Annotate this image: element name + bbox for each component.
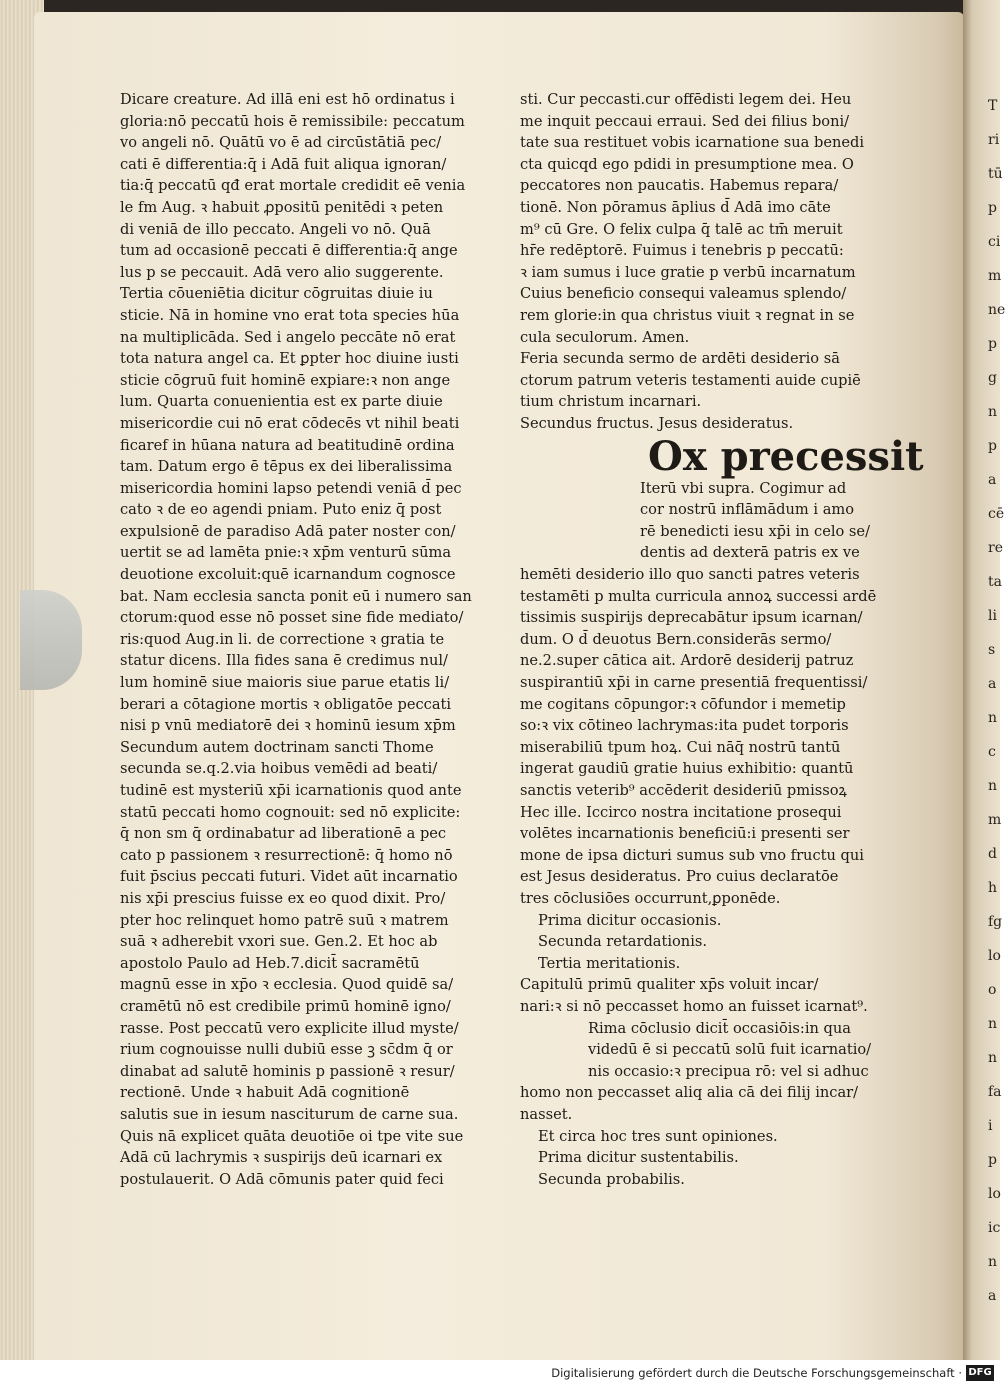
- text-line: pter hoc relinquet homo patrē suū ꝛ matrem: [120, 911, 449, 929]
- facing-page-fragment: d: [988, 846, 997, 862]
- text-line: misericordie cui nō erat cōdecēs vt nihil beati: [120, 414, 460, 432]
- text-line: ꝛ iam sumus i luce gratie p verbū incarnatum: [520, 263, 856, 281]
- text-line: Et circa hoc tres sunt opiniones.: [538, 1127, 778, 1145]
- text-line: Iterū vbi supra. Cogimur ad: [640, 479, 847, 497]
- text-line: nasset.: [520, 1105, 573, 1123]
- text-line: Rima cōclusio dicit̄ occasiōis:in qua: [588, 1019, 851, 1037]
- facing-page-fragment: fa: [988, 1084, 1002, 1100]
- text-line: dentis ad dexterā patris ex ve: [640, 544, 860, 562]
- text-line: magnū esse in xp̄o ꝛ ecclesia. Quod quidē sa/: [120, 976, 454, 994]
- facing-page-fragment: n: [988, 1050, 998, 1066]
- text-line: mone de ipsa dicturi sumus sub vno fructu qui: [520, 846, 864, 864]
- facing-page-fragment: c: [988, 744, 996, 760]
- text-line: tam. Datum ergo ē tēpus ex dei liberalissima: [120, 458, 453, 476]
- text-line: m⁹ cū Gre. O felix culpa q̄ talē ac tm̄ meruit: [520, 220, 843, 238]
- text-line: Cuius beneficio consequi valeamus splendo/: [520, 285, 847, 303]
- text-line: postulauerit. O Adā cōmunis pater quid feci: [120, 1170, 444, 1188]
- text-line: lum. Quarta conuenientia est ex parte diuie: [120, 393, 443, 411]
- text-line: ingerat gaudiū gratie huius exhibitio: quantū: [520, 760, 854, 778]
- facing-page-fragment: n: [988, 1016, 998, 1032]
- text-line: cato ꝛ de eo agendi pniam. Puto eniz q̄ post: [120, 501, 442, 519]
- text-line: videdū ē si peccatū solū fuit icarnatio/: [588, 1041, 872, 1059]
- text-line: salutis sue in iesum nasciturum de carne sua.: [120, 1105, 459, 1123]
- text-line: est Jesus desideratus. Pro cuius declaratōe: [520, 868, 839, 886]
- text-line: ne.2.super cātica ait. Ardorē desiderij patruz: [520, 652, 854, 670]
- text-line: rectionē. Unde ꝛ habuit Adā cognitionē: [120, 1084, 410, 1102]
- text-line: tudinē est mysteriū xp̄i icarnationis quod ante: [120, 782, 462, 799]
- text-line: nis xp̄i prescius fuisse ex eo quod dixit. Pro/: [120, 889, 446, 907]
- text-line: lum hominē siue maioris siue parue etatis li/: [120, 674, 450, 692]
- text-line: homo non peccasset aliq alia cā dei filij incar/: [520, 1084, 859, 1102]
- facing-page-fragment: T: [988, 98, 998, 114]
- text-line: hr̄e redēptorē. Fuimus i tenebris p peccatū:: [520, 242, 844, 260]
- text-line: Tertia cōueniētia dicitur cōgruitas diuie iu: [120, 285, 433, 303]
- text-line: uertit se ad lamēta pnie:ꝛ xp̄m venturū sūma: [120, 544, 452, 562]
- facing-page-fragment: ri: [988, 132, 1000, 148]
- text-line: so:ꝛ vix cōtineo lachrymas:ita pudet torporis: [520, 717, 849, 735]
- text-line: Adā cū lachrymis ꝛ suspirijs deū icarnari ex: [120, 1149, 443, 1167]
- facing-page-fragment: fg: [988, 914, 1003, 930]
- text-line: sticie cōgruū fuit hominē expiare:ꝛ non ange: [120, 371, 451, 389]
- text-line: Feria secunda sermo de ardēti desiderio sā: [520, 350, 840, 368]
- text-line: apostolo Paulo ad Heb.7.dicit̄ sacramētū: [120, 954, 420, 972]
- facing-page-fragment: lo: [988, 1186, 1001, 1202]
- text-line: volētes incarnationis beneficiū:i presenti ser: [520, 825, 850, 843]
- text-line: statur dicens. Illa fides sana ē credimus nul/: [120, 652, 448, 670]
- text-line: sti. Cur peccasti.cur offēdisti legem dei. Heu: [520, 91, 852, 108]
- text-line: peccatores non paucatis. Habemus repara/: [520, 177, 839, 195]
- facing-page-fragment: n: [988, 1254, 998, 1270]
- dfg-logo: DFG: [966, 1365, 994, 1381]
- section-initial-heading: Ox precessit: [648, 432, 924, 480]
- text-line: rē benedicti iesu xp̄i in celo se/: [640, 522, 870, 540]
- text-line: cramētū nō est credibile primū hominē igno/: [120, 997, 451, 1015]
- text-line: rium cognouisse nulli dubiū esse ꝫ sc̄dm q̄ or: [120, 1041, 453, 1059]
- facing-page-fragment: lo: [988, 948, 1001, 964]
- text-line: sticie. Nā in homine vno erat tota species hūa: [120, 306, 460, 324]
- text-line: rem glorie:in qua christus viuit ꝛ regnat in se: [520, 306, 855, 324]
- text-line: tissimis suspirijs deprecabātur ipsum icarnan/: [520, 609, 863, 627]
- facing-page-fragment: re: [988, 540, 1003, 556]
- text-line: cta quicqd ego pdidi in presumptione mea. O: [520, 155, 854, 173]
- facing-page-fragment: m: [988, 812, 1002, 828]
- facing-page-fragment: i: [988, 1118, 993, 1134]
- text-line: Secundum autem doctrinam sancti Thome: [120, 738, 434, 756]
- text-line: me cogitans cōpungor:ꝛ cōfundor i memetip: [520, 695, 846, 713]
- text-line: cula seculorum. Amen.: [520, 328, 690, 346]
- text-line: le fm Aug. ꝛ habuit ꝓpositū penitēdi ꝛ peten: [120, 198, 444, 216]
- facing-page-fragment: ne: [988, 302, 1005, 318]
- facing-page-fragment: p: [988, 438, 997, 454]
- facing-page-fragment: a: [988, 472, 997, 488]
- facing-page-fragment: p: [988, 336, 997, 352]
- text-line: cato p passionem ꝛ resurrectionē: q̄ homo nō: [120, 846, 453, 864]
- text-line: tres cōclusiōes occurrunt,ꝑponēde.: [520, 889, 781, 907]
- text-line: cati ē differentia:q̄ i Adā fuit aliqua ignoran/: [120, 155, 447, 173]
- text-line: na multiplicāda. Sed i angelo peccāte nō erat: [120, 328, 456, 346]
- text-line: nari:ꝛ si nō peccasset homo an fuisset icarnat⁹.: [520, 997, 868, 1015]
- text-line: nis occasio:ꝛ precipua rō: vel si adhuc: [588, 1062, 869, 1080]
- text-line: Secunda retardationis.: [538, 933, 707, 951]
- text-line: sanctis veterib⁹ accēderit desideriū pmissoꝝ: [520, 782, 847, 799]
- text-line: Hec ille. Iccirco nostra incitatione prosequi: [520, 803, 842, 821]
- text-line: ficaref in hūana natura ad beatitudinē ordina: [120, 436, 455, 454]
- text-line: gloria:nō peccatū hois ē remissibile: peccatum: [120, 112, 465, 130]
- facing-page-fragment: p: [988, 200, 997, 216]
- text-line: secunda se.q.2.via hoibus vemēdi ad beati/: [120, 760, 438, 778]
- text-line: ctorum patrum veteris testamenti auide cupiē: [520, 371, 861, 389]
- text-line: q̄ non sm q̄ ordinabatur ad liberationē a pec: [120, 825, 447, 843]
- facing-page-fragment: ta: [988, 574, 1002, 590]
- text-line: nisi p vnū mediatorē dei ꝛ hominū iesum xp̄m: [120, 717, 456, 735]
- text-line: Secundus fructus. Jesus desideratus.: [520, 414, 794, 432]
- facing-page-fragment: p: [988, 1152, 997, 1168]
- text-line: tate sua restituet vobis icarnatione sua benedi: [520, 134, 865, 152]
- text-line: dum. O d̄ deuotus Bern.considerās sermo/: [520, 630, 832, 648]
- text-line: ctorum:quod esse nō posset sine fide mediato/: [120, 609, 464, 627]
- page-clip: [20, 590, 82, 690]
- text-line: Secunda probabilis.: [538, 1170, 685, 1188]
- text-line: Prima dicitur occasionis.: [538, 911, 722, 929]
- text-column-left: [120, 89, 472, 1190]
- text-column-right: [520, 89, 924, 1190]
- text-line: vo angeli nō. Quātū vo ē ad circūstātiā pec/: [120, 134, 442, 152]
- text-line: dinabat ad salutē hominis p passionē ꝛ resur/: [120, 1062, 455, 1080]
- facing-page-fragment: n: [988, 778, 998, 794]
- text-line: Tertia meritationis.: [538, 954, 681, 972]
- text-line: tium christum incarnari.: [520, 393, 702, 411]
- text-line: lus p se peccauit. Adā vero alio suggerente.: [120, 263, 444, 281]
- text-line: di veniā de illo peccato. Angeli vo nō. Quā: [120, 220, 431, 238]
- text-line: testamēti p multa curricula annoꝝ successi ardē: [520, 587, 877, 605]
- facing-page-fragment: m: [988, 268, 1002, 284]
- facing-page-fragment: a: [988, 676, 997, 692]
- footer-bar: [0, 1360, 1000, 1387]
- text-line: tia:q̄ peccatū qđ erat mortale credidit eē venia: [120, 177, 466, 195]
- facing-page-fragment: cē: [988, 506, 1005, 522]
- facing-page-fragment: tū: [988, 166, 1003, 182]
- text-line: bat. Nam ecclesia sancta ponit eū i numero san: [120, 587, 472, 605]
- text-line: rasse. Post peccatū vero explicite illud myste/: [120, 1019, 459, 1037]
- text-line: deuotione excoluit:quē icarnandum cognosce: [120, 566, 456, 584]
- facing-page-fragment: ic: [988, 1220, 1001, 1236]
- facing-page-fragment: o: [988, 982, 997, 998]
- text-line: Dicare creature. Ad illā eni est hō ordinatus i: [120, 91, 455, 108]
- facing-page-fragment: ci: [988, 234, 1001, 250]
- text-line: Capitulū primū qualiter xp̄s voluit incar/: [520, 976, 819, 994]
- text-line: expulsionē de paradiso Adā pater noster con/: [120, 522, 456, 540]
- facing-page-fragment: h: [988, 880, 998, 896]
- facing-page-fragment: n: [988, 710, 998, 726]
- text-line: hemēti desiderio illo quo sancti patres veteris: [520, 566, 860, 584]
- text-line: Prima dicitur sustentabilis.: [538, 1149, 739, 1167]
- text-line: tionē. Non pōramus āplius d̄ Adā imo cāte: [520, 198, 831, 216]
- text-line: miserabiliū tpum hoꝝ. Cui nāq̄ nostrū tantū: [520, 738, 841, 756]
- facing-page-fragment: a: [988, 1288, 997, 1304]
- text-line: fuit p̄scius peccati futuri. Videt aūt incarnatio: [120, 868, 458, 886]
- facing-page-fragment: li: [988, 608, 997, 624]
- text-line: cor nostrū inflāmādum i amo: [640, 501, 855, 519]
- text-line: me inquit peccaui erraui. Sed dei filius boni/: [520, 112, 850, 130]
- text-line: Quis nā explicet quāta deuotiōe oi tpe vite sue: [120, 1127, 464, 1145]
- facing-page-fragment: s: [988, 642, 996, 658]
- text-line: tota natura angel ca. Et ꝑpter hoc diuine iusti: [120, 350, 459, 368]
- facing-page-fragment: g: [988, 370, 997, 386]
- funding-notice: Digitalisierung gefördert durch die Deutsche Forschungsgemeinschaft ·: [551, 1366, 962, 1380]
- facing-page-fragment: n: [988, 404, 998, 420]
- text-line: suspirantiū xp̄i in carne presentiā frequentissi/: [520, 674, 868, 692]
- text-line: misericordia homini lapso petendi veniā d̄ pec: [120, 479, 462, 497]
- text-line: berari a cōtagione mortis ꝛ obligatōe peccati: [120, 695, 452, 713]
- text-line: tum ad occasionē peccati ē differentia:q̄ ange: [120, 242, 458, 260]
- text-line: suā ꝛ adherebit vxori sue. Gen.2. Et hoc ab: [120, 933, 438, 951]
- text-line: statū peccati homo cognouit: sed nō explicite:: [120, 803, 461, 821]
- text-line: ris:quod Aug.in li. de correctione ꝛ gratia te: [120, 630, 445, 648]
